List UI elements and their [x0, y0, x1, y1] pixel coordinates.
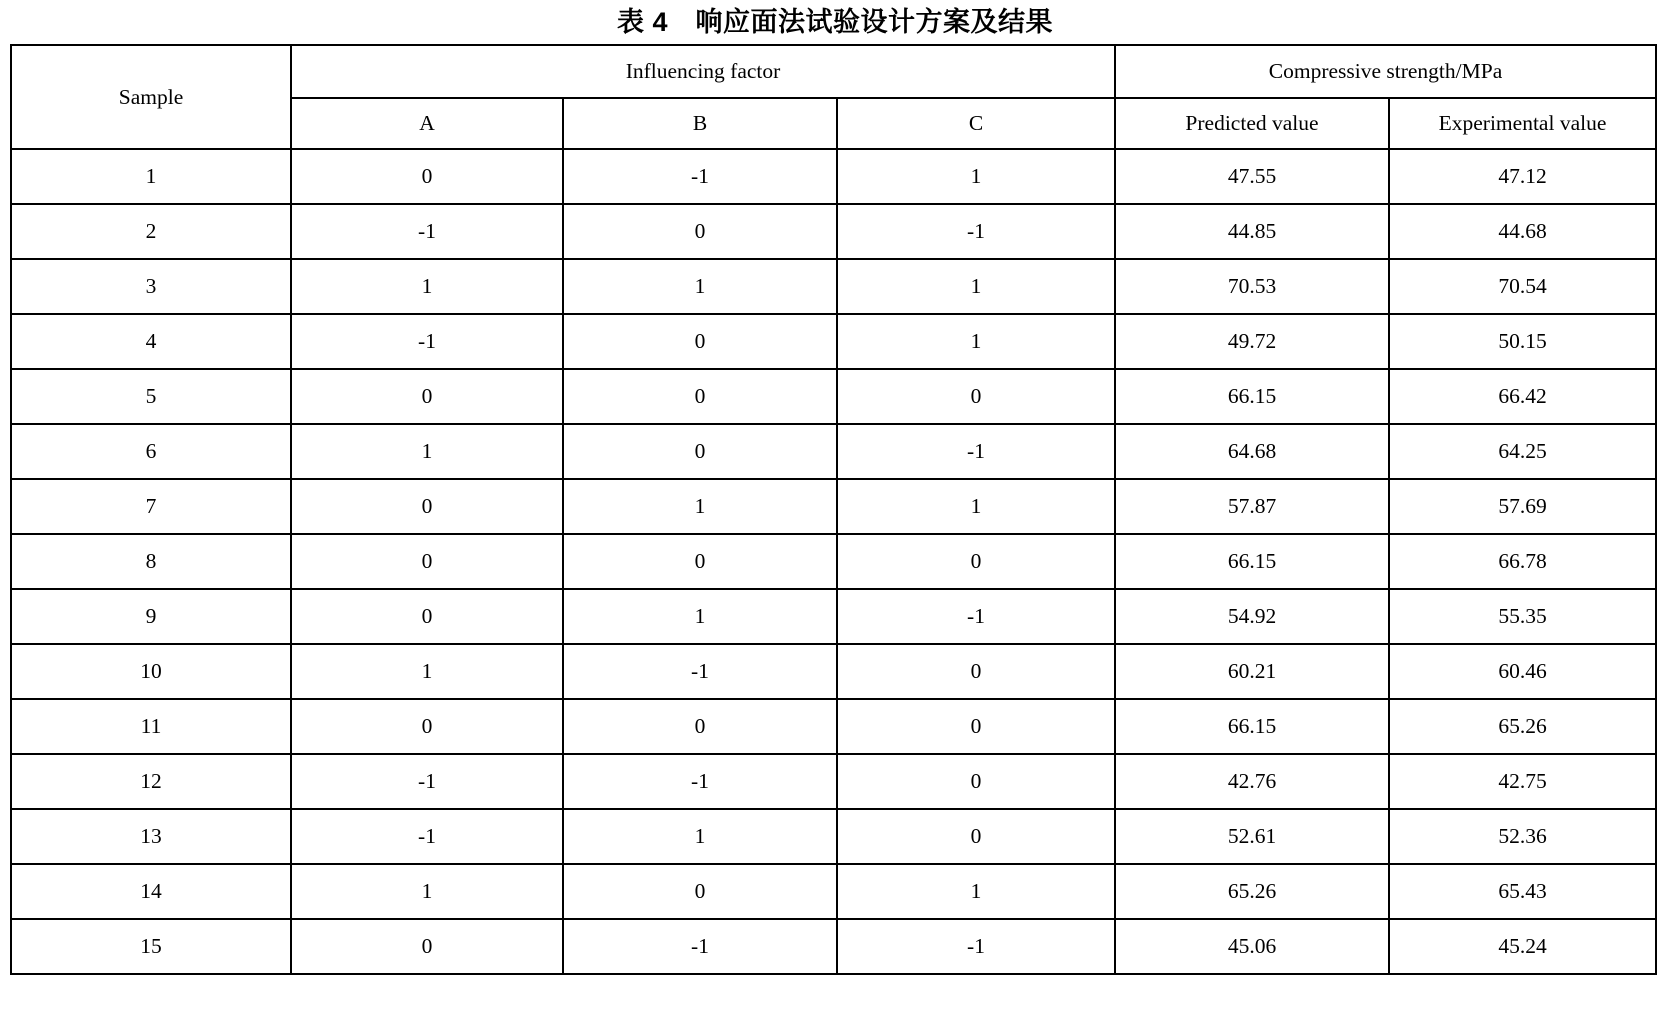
cell-a: -1 — [291, 754, 563, 809]
cell-predicted: 44.85 — [1115, 204, 1389, 259]
col-header-factor-b: B — [563, 98, 837, 149]
cell-a: 0 — [291, 149, 563, 204]
col-header-factor-c: C — [837, 98, 1115, 149]
table-row — [11, 809, 1656, 864]
cell-b: 0 — [563, 204, 837, 259]
cell-c: -1 — [837, 424, 1115, 479]
cell-b: 0 — [563, 314, 837, 369]
table-row — [11, 314, 1656, 369]
cell-predicted: 54.92 — [1115, 589, 1389, 644]
cell-sample: 14 — [11, 864, 291, 919]
table-row — [11, 644, 1656, 699]
cell-experimental: 65.26 — [1389, 699, 1656, 754]
cell-experimental: 44.68 — [1389, 204, 1656, 259]
table-row — [11, 699, 1656, 754]
cell-experimental: 55.35 — [1389, 589, 1656, 644]
cell-experimental: 70.54 — [1389, 259, 1656, 314]
cell-experimental: 52.36 — [1389, 809, 1656, 864]
cell-a: -1 — [291, 314, 563, 369]
cell-a: 1 — [291, 259, 563, 314]
cell-b: 0 — [563, 699, 837, 754]
cell-experimental: 66.78 — [1389, 534, 1656, 589]
cell-a: 0 — [291, 369, 563, 424]
cell-a: 0 — [291, 479, 563, 534]
table-header — [11, 45, 1656, 149]
table-body — [11, 149, 1656, 974]
cell-c: 1 — [837, 259, 1115, 314]
cell-c: -1 — [837, 589, 1115, 644]
cell-c: 0 — [837, 534, 1115, 589]
header-group-row — [11, 45, 1656, 98]
cell-a: 0 — [291, 919, 563, 974]
cell-c: 1 — [837, 314, 1115, 369]
cell-c: 0 — [837, 754, 1115, 809]
cell-experimental: 50.15 — [1389, 314, 1656, 369]
cell-predicted: 65.26 — [1115, 864, 1389, 919]
cell-sample: 1 — [11, 149, 291, 204]
cell-b: 1 — [563, 809, 837, 864]
cell-predicted: 57.87 — [1115, 479, 1389, 534]
cell-predicted: 52.61 — [1115, 809, 1389, 864]
cell-experimental: 45.24 — [1389, 919, 1656, 974]
col-header-predicted-value: Predicted value — [1115, 98, 1389, 149]
table-row — [11, 534, 1656, 589]
cell-sample: 3 — [11, 259, 291, 314]
cell-sample: 4 — [11, 314, 291, 369]
col-header-factor-a: A — [291, 98, 563, 149]
cell-sample: 7 — [11, 479, 291, 534]
cell-b: -1 — [563, 919, 837, 974]
rsm-design-results-table — [10, 44, 1657, 975]
cell-a: -1 — [291, 204, 563, 259]
cell-c: 0 — [837, 809, 1115, 864]
cell-predicted: 66.15 — [1115, 534, 1389, 589]
cell-a: 1 — [291, 644, 563, 699]
cell-c: 0 — [837, 699, 1115, 754]
cell-b: 0 — [563, 864, 837, 919]
cell-predicted: 66.15 — [1115, 699, 1389, 754]
cell-b: -1 — [563, 644, 837, 699]
cell-experimental: 64.25 — [1389, 424, 1656, 479]
cell-c: 0 — [837, 644, 1115, 699]
table-row — [11, 149, 1656, 204]
cell-experimental: 65.43 — [1389, 864, 1656, 919]
cell-sample: 10 — [11, 644, 291, 699]
cell-b: -1 — [563, 149, 837, 204]
cell-experimental: 47.12 — [1389, 149, 1656, 204]
cell-sample: 9 — [11, 589, 291, 644]
cell-b: 0 — [563, 369, 837, 424]
cell-b: 1 — [563, 259, 837, 314]
col-group-influencing-factor: Influencing factor — [291, 45, 1115, 98]
cell-c: 0 — [837, 369, 1115, 424]
cell-b: 0 — [563, 534, 837, 589]
cell-a: 1 — [291, 424, 563, 479]
cell-b: 0 — [563, 424, 837, 479]
cell-c: -1 — [837, 919, 1115, 974]
cell-predicted: 64.68 — [1115, 424, 1389, 479]
cell-a: 1 — [291, 864, 563, 919]
cell-sample: 2 — [11, 204, 291, 259]
cell-sample: 12 — [11, 754, 291, 809]
table-row — [11, 864, 1656, 919]
col-group-compressive-strength: Compressive strength/MPa — [1115, 45, 1656, 98]
table-row — [11, 259, 1656, 314]
cell-a: 0 — [291, 589, 563, 644]
cell-sample: 8 — [11, 534, 291, 589]
table-row — [11, 204, 1656, 259]
col-header-sample: Sample — [11, 45, 291, 149]
cell-c: 1 — [837, 864, 1115, 919]
cell-predicted: 49.72 — [1115, 314, 1389, 369]
cell-experimental: 42.75 — [1389, 754, 1656, 809]
cell-predicted: 42.76 — [1115, 754, 1389, 809]
table-row — [11, 919, 1656, 974]
cell-experimental: 66.42 — [1389, 369, 1656, 424]
cell-sample: 15 — [11, 919, 291, 974]
cell-b: 1 — [563, 479, 837, 534]
table-row — [11, 479, 1656, 534]
table-title: 表 4 响应面法试验设计方案及结果 — [616, 7, 1054, 37]
table-row — [11, 424, 1656, 479]
cell-sample: 13 — [11, 809, 291, 864]
cell-sample: 6 — [11, 424, 291, 479]
cell-predicted: 47.55 — [1115, 149, 1389, 204]
cell-experimental: 57.69 — [1389, 479, 1656, 534]
cell-experimental: 60.46 — [1389, 644, 1656, 699]
cell-c: 1 — [837, 149, 1115, 204]
col-header-experimental-value: Experimental value — [1389, 98, 1656, 149]
table-row — [11, 754, 1656, 809]
cell-c: -1 — [837, 204, 1115, 259]
cell-a: 0 — [291, 699, 563, 754]
cell-sample: 5 — [11, 369, 291, 424]
cell-c: 1 — [837, 479, 1115, 534]
cell-a: 0 — [291, 534, 563, 589]
cell-a: -1 — [291, 809, 563, 864]
table-row — [11, 589, 1656, 644]
cell-predicted: 45.06 — [1115, 919, 1389, 974]
cell-predicted: 66.15 — [1115, 369, 1389, 424]
cell-sample: 11 — [11, 699, 291, 754]
table-row — [11, 369, 1656, 424]
cell-predicted: 70.53 — [1115, 259, 1389, 314]
cell-b: -1 — [563, 754, 837, 809]
cell-predicted: 60.21 — [1115, 644, 1389, 699]
cell-b: 1 — [563, 589, 837, 644]
